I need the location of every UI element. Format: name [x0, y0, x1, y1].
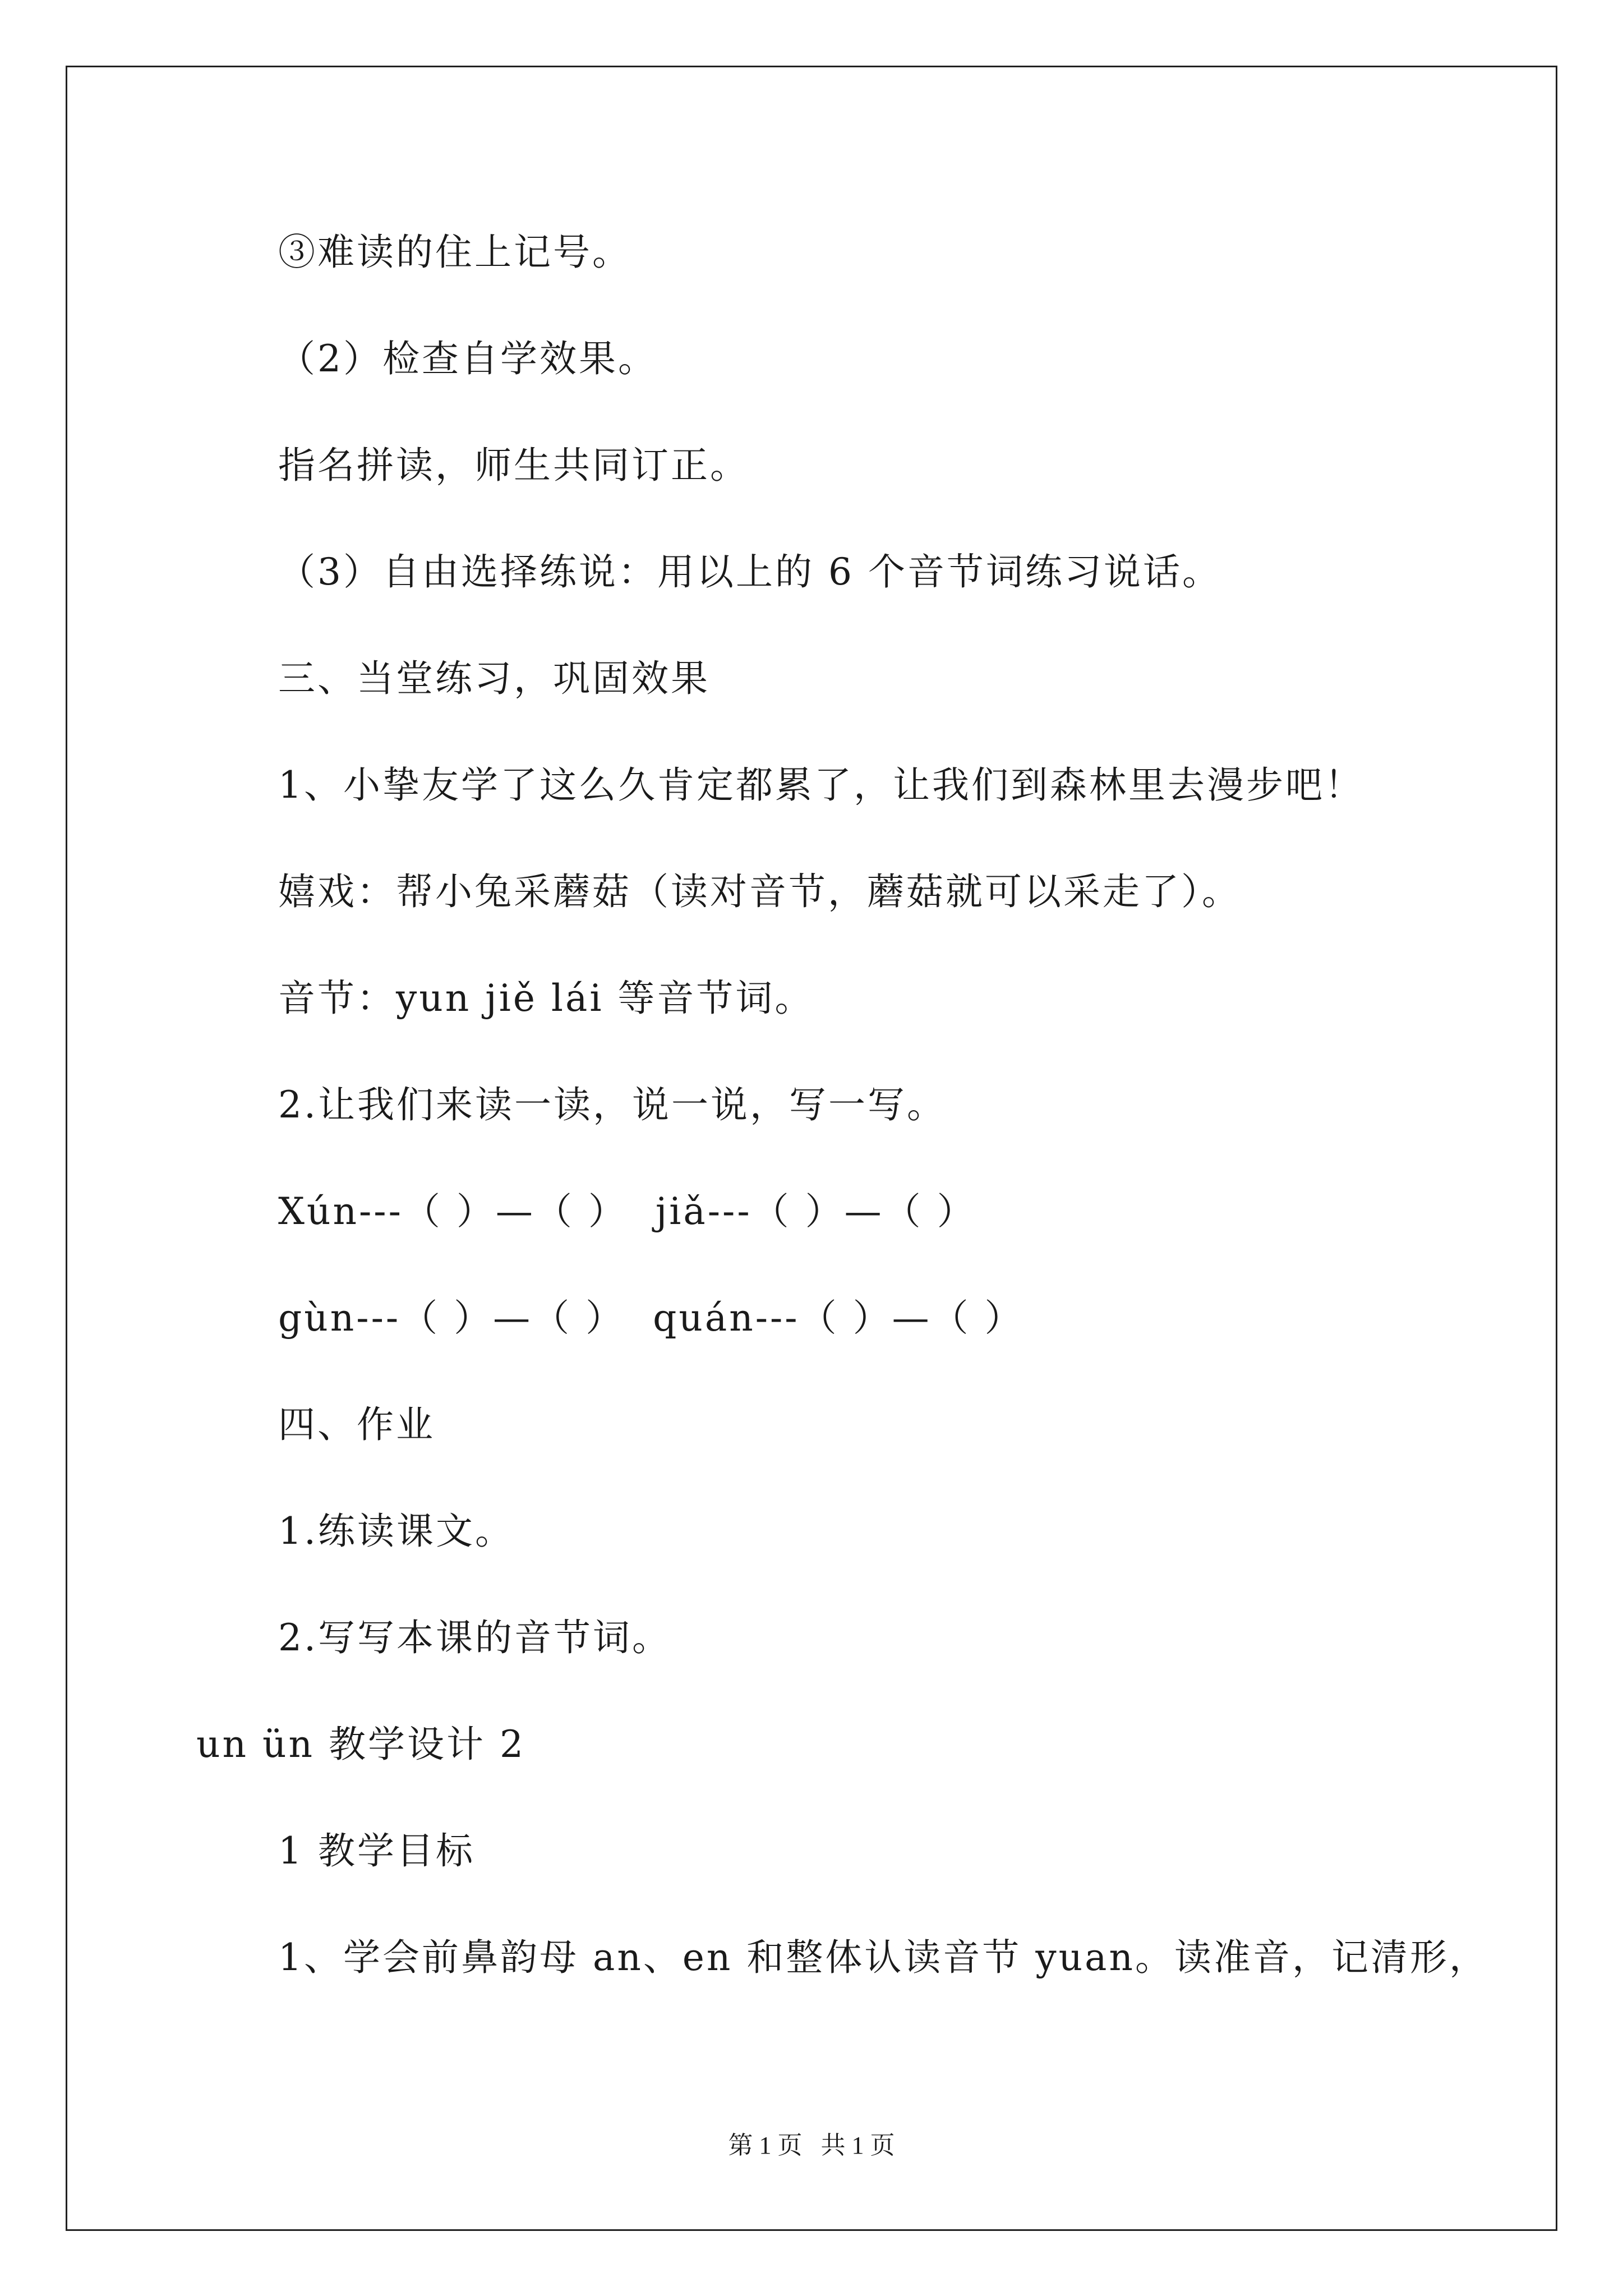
text-line-14: 2.写写本课的音节词。: [278, 1616, 671, 1659]
section-heading-4: 四、作业: [278, 1403, 435, 1446]
exercise-line-1: Xún---（ ）—（ ） jiǎ---（ ）—（ ）: [278, 1190, 976, 1233]
text-line-17: 1、学会前鼻韵母 an、en 和整体认读音节 yuan。读准音，记清形，: [278, 1936, 1488, 1979]
text-line-3: 指名拼读，师生共同订正。: [278, 444, 749, 487]
text-line-9: 2.让我们来读一读，说一说，写一写。: [278, 1083, 946, 1126]
document-section-title: un ün 教学设计 2: [196, 1723, 525, 1766]
page-border: [66, 66, 1557, 2231]
text-line-7: 嬉戏：帮小兔采蘑菇（读对音节，蘑菇就可以采走了）。: [278, 870, 1241, 913]
text-line-8: 音节：yun jiě lái 等音节词。: [278, 977, 814, 1020]
text-line-4: （3）自由选择练说：用以上的 6 个音节词练习说话。: [278, 550, 1221, 593]
exercise-line-2: gùn---（ ）—（ ） quán---（ ）—（ ）: [278, 1296, 1024, 1340]
text-line-13: 1.练读课文。: [278, 1510, 514, 1553]
text-line-1: ③难读的住上记号。: [278, 231, 631, 274]
section-heading-3: 三、当堂练习，巩固效果: [278, 657, 710, 700]
page-footer: 第 1 页 共 1 页: [728, 2132, 895, 2159]
subsection-heading: 1 教学目标: [278, 1829, 475, 1872]
text-line-2: （2）检查自学效果。: [278, 337, 657, 380]
text-line-6: 1、小挚友学了这么久肯定都累了，让我们到森林里去漫步吧！: [278, 763, 1364, 807]
